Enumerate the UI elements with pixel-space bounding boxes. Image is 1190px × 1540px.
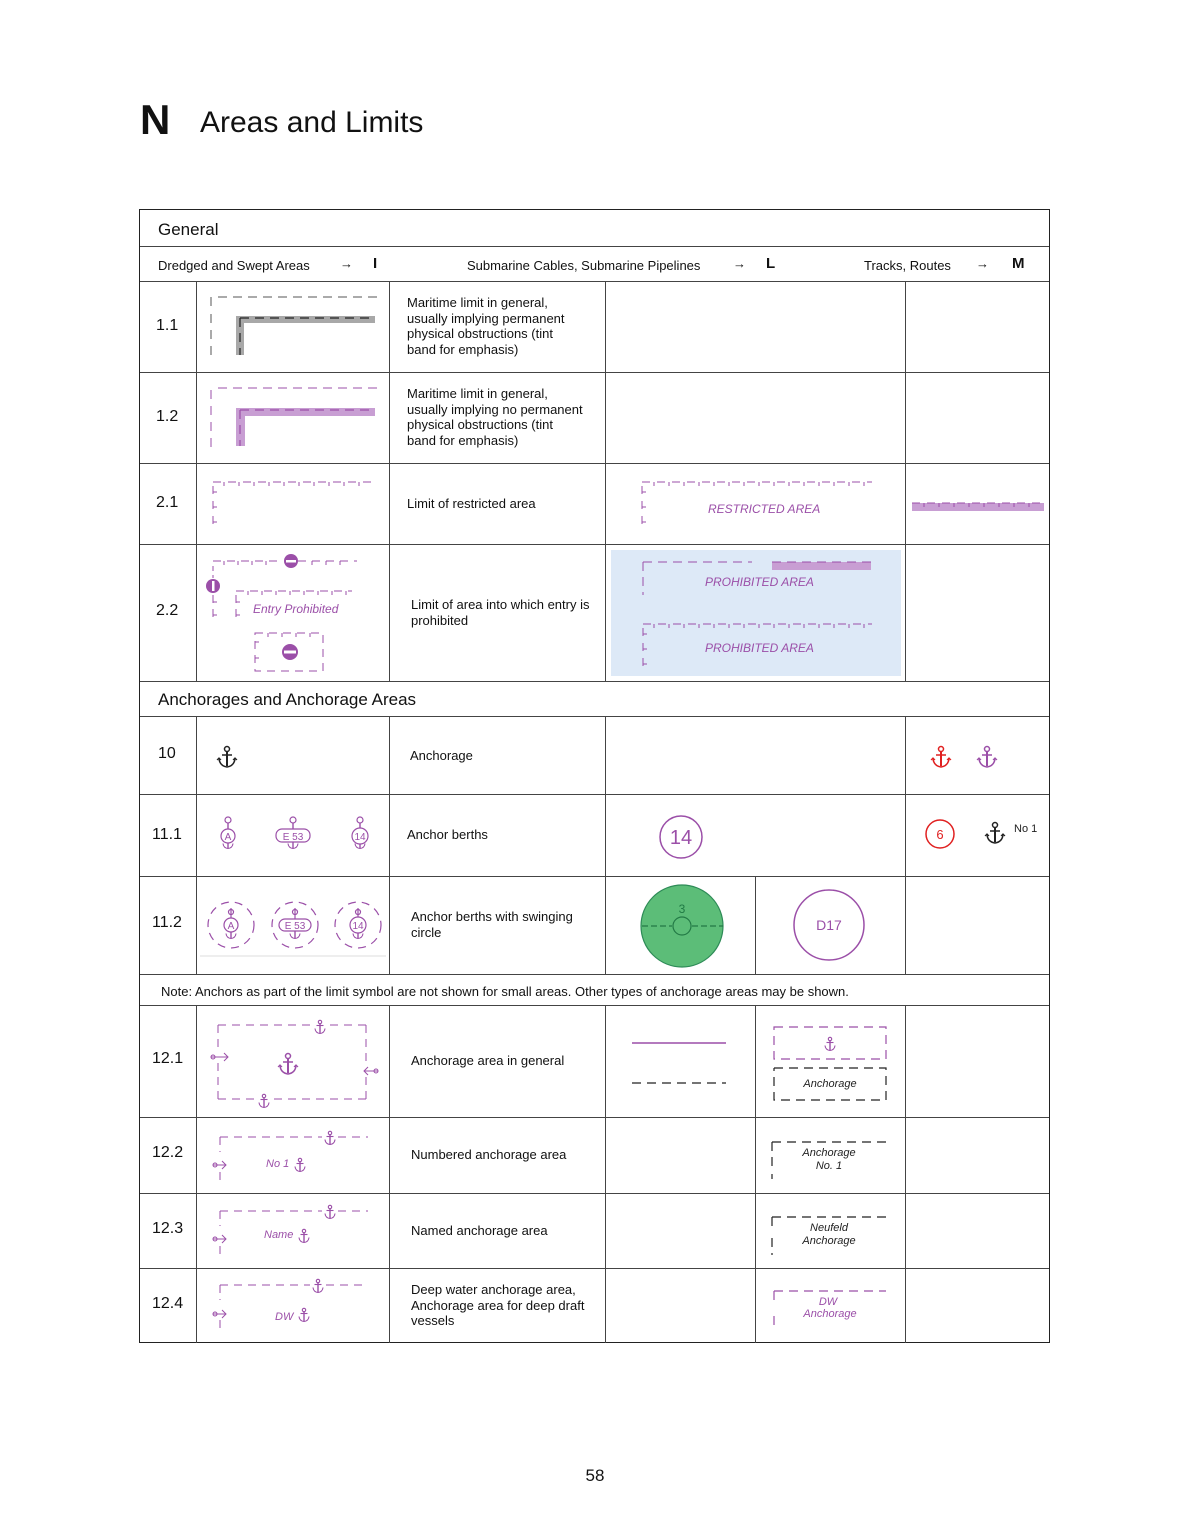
anchor-icon: [299, 1308, 309, 1321]
anchor-icon-red: [931, 747, 951, 768]
berth-label-14: 14: [354, 832, 366, 843]
anchorage-italic-label: Anchorage: [803, 1078, 857, 1090]
arrow-icon: →: [976, 256, 989, 271]
anchor-icon: [325, 1205, 335, 1218]
page-number: 58: [585, 1466, 605, 1485]
anchor-icon: [315, 1020, 325, 1033]
chart-symbols: [140, 210, 1051, 1344]
dw-anchor-label: DW: [275, 1311, 294, 1323]
anchor-icon: [299, 1229, 309, 1242]
swing-label-a: A: [227, 921, 235, 932]
row-number: 1.2: [156, 408, 179, 425]
anchorage-no1-a: Anchorage: [802, 1147, 856, 1159]
symbol-12-4: [213, 1285, 368, 1332]
no1-anchor-label: No 1: [266, 1158, 290, 1170]
dw-b: Anchorage: [803, 1308, 857, 1320]
dw-a: DW: [818, 1296, 838, 1308]
berth-circle-label: 14: [669, 827, 693, 849]
page-title: Areas and Limits: [200, 106, 424, 139]
symbols-table: General Anchorages and Anchorage Areas Dredged and Swept Areas → I Submarine Cables, Submarine Pipelines → L Tracks, Routes → M 1.1 1.2 2.1 2.2 10 11.1 11.2 12.1 12.2 12.3 12.4 Maritime limit in general, usually implying permanent physical obstructions (tint band for emphasis) Maritime limit in general, usually implying no permanent physical obstructions (tint band for emphasis) Limit of restricted area Limit of area into which entry is prohibited Anchorage Anchor berths Anchor berths with swinging circle Anchorage area in general Numbered anchorage area Named anchorage area Deep water anchorage area, Anchorage area for deep draft vessels Note: Anchors as part of the limit symbol are not shown for small areas. Other types of anchorage areas may be shown. RESTRICTED AREA Entry Prohibited PROHIBITED AREA PROHIBITED AREA A E 53 14 14 6 No 1 A E 53 14 3 D17 Anchorage No 1 Anchorage No. 1 Name Neufeld Anchorage DW DW Anchorage: [139, 209, 1050, 1343]
row-number: 12.4: [152, 1295, 184, 1312]
symbol-12-1: [211, 1025, 378, 1099]
anchor-icon: [825, 1037, 835, 1050]
swing-label-e53: E 53: [284, 921, 306, 932]
neufeld-b: Anchorage: [802, 1235, 856, 1247]
row-number: 11.2: [152, 914, 182, 931]
green-swing-circle: [641, 885, 723, 967]
row-number: 10: [158, 745, 176, 762]
prohibited-area-label: PROHIBITED AREA: [705, 575, 814, 589]
anchor-icon: [217, 747, 237, 768]
name-anchor-label: Name: [264, 1229, 294, 1241]
anchorage-no1-b: No. 1: [815, 1160, 843, 1172]
neufeld-a: Neufeld: [810, 1222, 848, 1234]
symbol-2-1: [213, 482, 372, 528]
symbol-1-2: [211, 388, 380, 451]
section-anchorages: Anchorages and Anchorage Areas: [158, 690, 417, 709]
entry-prohibited-label: Entry Prohibited: [253, 602, 339, 616]
row-number: 1.1: [156, 317, 179, 334]
symbol-2-1-tint: [912, 503, 1044, 511]
berth-label-a: A: [224, 832, 232, 843]
anchor-icon: [325, 1131, 335, 1144]
row-number: 12.3: [152, 1220, 184, 1237]
section-letter: N: [140, 96, 171, 143]
swing-green-label: 3: [678, 902, 686, 916]
restricted-area-label: RESTRICTED AREA: [708, 502, 821, 516]
note-text: Note: Anchors as part of the limit symbol are not shown for small areas. Other types of anchorage areas may be shown.: [161, 984, 849, 999]
row-number: 11.1: [152, 826, 182, 843]
anchor-icon-magenta: [977, 747, 997, 768]
row-number: 12.2: [152, 1144, 184, 1161]
row-number: 2.1: [156, 494, 179, 511]
section-general: General: [158, 220, 219, 239]
swing-d17-label: D17: [816, 917, 842, 933]
anchor-icon: [295, 1158, 305, 1171]
anchor-icon: [278, 1054, 298, 1075]
arrow-icon: →: [733, 256, 746, 271]
swing-label-14: 14: [352, 921, 364, 932]
berth-label-e53: E 53: [282, 832, 304, 843]
no1-label: No 1: [1014, 823, 1038, 835]
row-number: 12.1: [152, 1050, 184, 1067]
berth-red-label: 6: [936, 827, 944, 842]
anchor-icon: [259, 1094, 269, 1107]
arrow-icon: →: [340, 256, 353, 271]
prohibited-area-label-2: PROHIBITED AREA: [705, 641, 814, 655]
symbol-12-2: [213, 1137, 368, 1183]
anchor-berth-symbols: [221, 816, 954, 858]
anchor-icon: [985, 823, 1005, 844]
symbol-1-1: [211, 297, 380, 360]
row-number: 2.2: [156, 602, 179, 619]
anchor-icon: [313, 1279, 323, 1292]
